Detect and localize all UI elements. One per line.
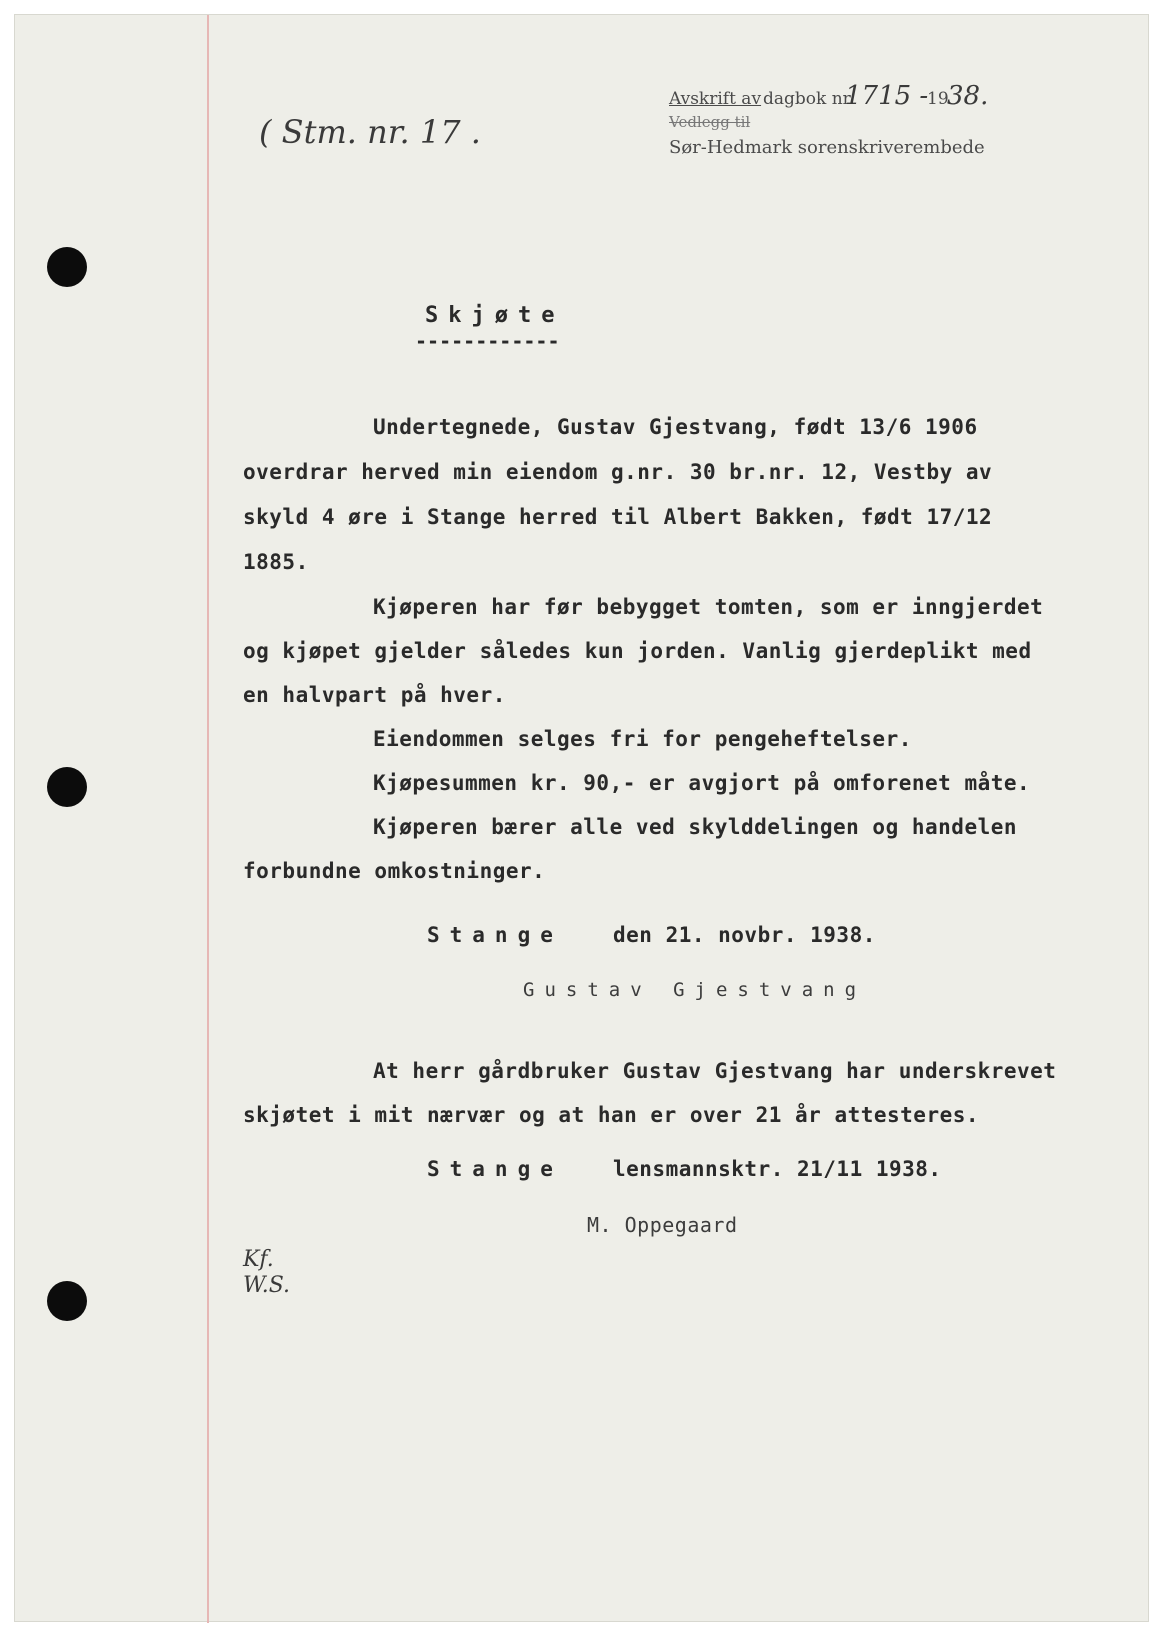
date-2: lensmannsktr. 21/11 1938. xyxy=(613,1157,942,1181)
place-2: Stange xyxy=(427,1157,563,1181)
signature-2: M. Oppegaard xyxy=(587,1213,738,1237)
paragraph-line: og kjøpet gjelder således kun jorden. Vanlig gjerdeplikt med xyxy=(243,639,1032,663)
attest-line: At herr gårdbruker Gustav Gjestvang har underskrevet xyxy=(373,1059,1057,1083)
document-sheet xyxy=(14,14,1149,1622)
stamp-year-printed: 19 xyxy=(927,89,949,109)
paragraph-line: overdrar herved min eiendom g.nr. 30 br.nr. 12, Vestby av xyxy=(243,460,993,484)
paragraph-line: Undertegnede, Gustav Gjestvang, født 13/6 1906 xyxy=(373,415,978,439)
paragraph-line: Kjøperen har før bebygget tomten, som er inngjerdet xyxy=(373,595,1044,619)
paragraph-line: en halvpart på hver. xyxy=(243,683,506,707)
margin-line xyxy=(207,15,209,1623)
date-1: den 21. novbr. 1938. xyxy=(613,923,876,947)
paragraph-line: 1885. xyxy=(243,550,309,574)
punch-hole xyxy=(47,1281,87,1321)
handwritten-reference: ( Stm. nr. 17 . xyxy=(259,113,481,151)
stamp-year-hand: 38. xyxy=(947,81,989,111)
stamp-struck-line: Vedlegg til xyxy=(669,113,751,131)
paragraph-line: skyld 4 øre i Stange herred til Albert Bakken, født 17/12 xyxy=(243,505,993,529)
punch-hole xyxy=(47,247,87,287)
attest-line: skjøtet i mit nærvær og at han er over 21 år attesteres. xyxy=(243,1103,980,1127)
title-underline: ------------ xyxy=(415,329,560,353)
stamp-dagbok-number: 1715 - xyxy=(845,81,929,111)
paragraph-line: Kjøperen bærer alle ved skylddelingen og handelen xyxy=(373,815,1018,839)
punch-hole xyxy=(47,767,87,807)
paragraph-line: Kjøpesummen kr. 90,- er avgjort på omforenet måte. xyxy=(373,771,1031,795)
document-title: Skjøte xyxy=(425,303,565,328)
stamp-dagbok-label: dagbok nr. xyxy=(763,89,855,109)
stamp-office: Sør-Hedmark sorenskriverembede xyxy=(669,137,985,158)
stamp-prefix: Avskrift av xyxy=(669,89,762,109)
handwritten-initials: Kf. W.S. xyxy=(243,1247,291,1298)
paragraph-line: forbundne omkostninger. xyxy=(243,859,546,883)
paragraph-line: Eiendommen selges fri for pengeheftelser. xyxy=(373,727,912,751)
signature-1: Gustav Gjestvang xyxy=(523,979,867,1001)
place-1: Stange xyxy=(427,923,563,947)
